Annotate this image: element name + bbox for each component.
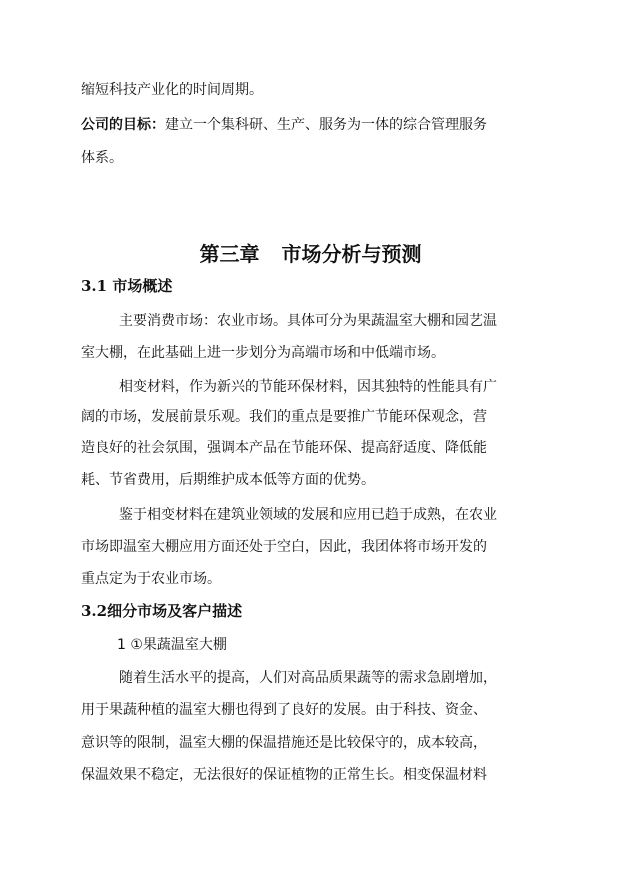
goal-text: 建立一个集科研、生产、服务为一体的综合管理服务 xyxy=(165,117,487,133)
paragraph-line: 主要消费市场：农业市场。具体可分为果蔬温室大棚和园艺温 xyxy=(119,313,497,329)
text-line: 缩短科技产业化的时间周期。 xyxy=(81,82,263,98)
paragraph-line: 保温效果不稳定，无法很好的保证植物的正常生长。相变保温材料 xyxy=(81,767,487,783)
chapter-number: 第三章 xyxy=(199,242,260,266)
text-line: 体系。 xyxy=(81,150,123,166)
paragraph-line: 室大棚，在此基础上进一步划分为高端市场和中低端市场。 xyxy=(81,345,445,361)
list-item: 1 ①果蔬温室大棚 xyxy=(117,637,227,653)
goal-label: 公司的目标： xyxy=(81,117,165,133)
section-heading: 3.2细分市场及客户描述 xyxy=(81,602,243,620)
section-heading: 3.1 市场概述 xyxy=(81,277,173,295)
paragraph-line: 相变材料，作为新兴的节能环保材料，因其独特的性能具有广 xyxy=(119,379,497,395)
paragraph-line: 耗、节省费用，后期维护成本低等方面的优势。 xyxy=(81,472,375,488)
paragraph-line: 重点定为于农业市场。 xyxy=(81,571,221,587)
paragraph-line: 造良好的社会氛围，强调本产品在节能环保、提高舒适度、降低能 xyxy=(81,440,487,456)
paragraph-line: 鉴于相变材料在建筑业领域的发展和应用已趋于成熟，在农业 xyxy=(119,507,497,523)
chapter-title: 市场分析与预测 xyxy=(281,242,422,266)
paragraph-line: 阔的市场，发展前景乐观。我们的重点是要推广节能环保观念，营 xyxy=(81,409,487,425)
goal-line xyxy=(81,115,487,135)
paragraph-line: 意识等的限制，温室大棚的保温措施还是比较保守的，成本较高， xyxy=(81,735,487,751)
paragraph-line: 随着生活水平的提高，人们对高品质果蔬等的需求急剧增加， xyxy=(119,670,497,686)
paragraph-line: 市场即温室大棚应用方面还处于空白，因此，我团体将市场开发的 xyxy=(81,539,487,555)
paragraph-line: 用于果蔬种植的温室大棚也得到了良好的发展。由于科技、资金、 xyxy=(81,702,487,718)
chapter-heading xyxy=(0,240,621,268)
